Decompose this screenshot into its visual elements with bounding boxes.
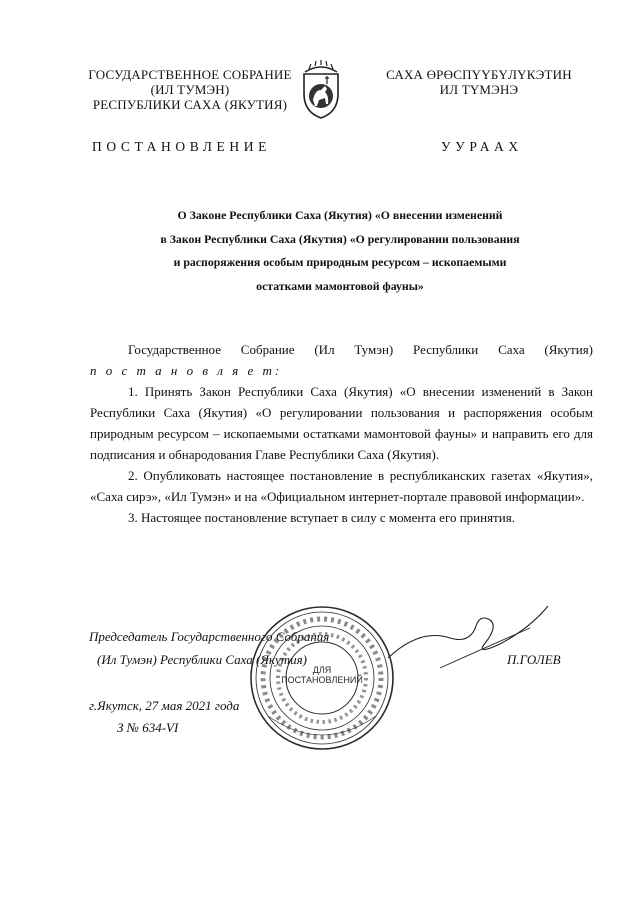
document-title	[90, 204, 590, 298]
body-item-1: 1. Принять Закон Республики Саха (Якутия) «О внесении изменений в Закон Республики Саха (Якутия) «О регулировании пользования и распоряжения особым природным ресурсом – ископаемыми остатками мамонтовой фауны» и направить его для подписания и обнародования Главе Республики Саха (Якутия).	[90, 384, 593, 462]
title-line3: и распоряжения особым природным ресурсом – ископаемыми	[173, 255, 507, 269]
signature-place-date: г.Якутск, 27 мая 2021 года	[89, 698, 240, 713]
signature-role-line2: (Ил Тумэн) Республики Саха (Якутия)	[97, 652, 307, 667]
stamp-center-line1: ДЛЯ	[312, 665, 332, 675]
signature-role-line1: Председатель Государственного Собрания	[89, 629, 330, 644]
document-body	[90, 339, 593, 528]
body-item-3: 3. Настоящее постановление вступает в силу с момента его принятия.	[128, 510, 515, 525]
title-line4: остатками мамонтовой фауны»	[256, 278, 424, 293]
doc-type-right: УУРААХ	[441, 139, 523, 154]
title-line1: О Законе Республики Саха (Якутия) «О внесении изменений	[177, 208, 503, 222]
header-left	[80, 67, 300, 112]
signature-name: П.ГОЛЕВ	[507, 652, 561, 667]
header-right	[372, 67, 586, 97]
body-resolves: п о с т а н о в л я е т:	[90, 363, 283, 378]
doc-type-left: ПОСТАНОВЛЕНИЕ	[92, 139, 271, 154]
stamp-center-text	[271, 665, 373, 685]
header-right-line1: САХА ӨРӨСПҮҮБҮЛҮКЭТИН	[386, 67, 572, 82]
header-right-line2: ИЛ ТҮМЭНЭ	[439, 82, 519, 97]
handwritten-signature	[380, 598, 560, 678]
body-intro: Государственное Собрание (Ил Тумэн) Республики Саха (Якутия)	[128, 342, 593, 357]
header-left-line2: (ИЛ ТУМЭН)	[150, 82, 230, 97]
title-line2: в Закон Республики Саха (Якутия) «О регулировании пользования	[160, 231, 520, 246]
stamp-center-line2: ПОСТАНОВЛЕНИЙ	[281, 675, 363, 685]
document-number: З № 634-VI	[117, 720, 179, 735]
header-left-line1: ГОСУДАРСТВЕННОЕ СОБРАНИЕ	[88, 67, 292, 82]
body-item-2: 2. Опубликовать настоящее постановление в республиканских газетах «Якутия», «Саха сирэ», «Ил Тумэн» и на «Официальном интернет-портале правовой информации».	[90, 468, 593, 504]
coat-of-arms-icon	[301, 60, 341, 122]
header-left-line3: РЕСПУБЛИКИ САХА (ЯКУТИЯ)	[92, 97, 288, 112]
